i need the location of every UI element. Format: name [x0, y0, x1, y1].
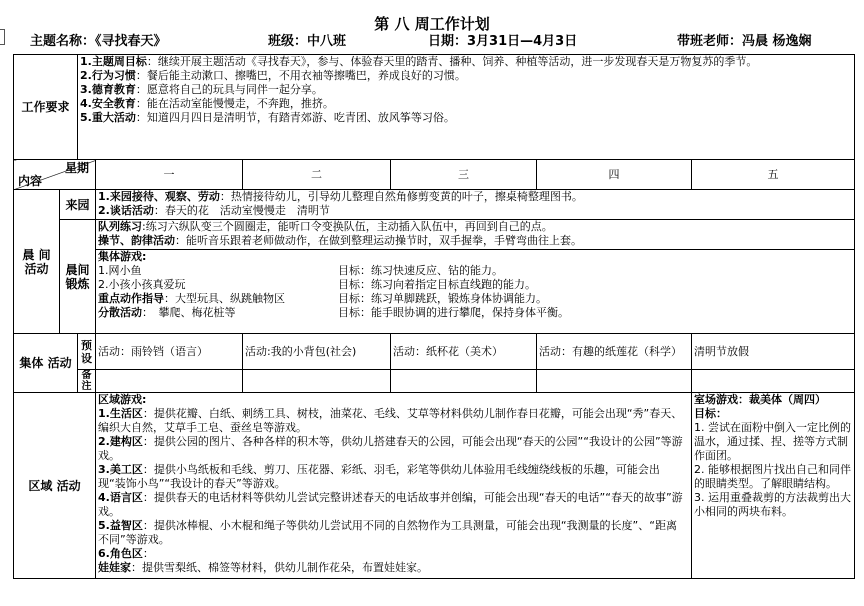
note-cell	[96, 370, 243, 393]
exercise-games	[96, 250, 855, 334]
formation-drill: 队列练习:练习六纵队变三个圆圈走，能听口令变换队伍，主动插入队伍中，再回到自己的点。	[98, 220, 553, 233]
requirements-label: 工作要求	[14, 55, 78, 160]
area-item: 4.语言区：提供春天的电话材料等供幼儿尝试完整讲述春天的电话故事并创编，可能会出现“春天的电话”“春天的故事”游戏。	[98, 491, 683, 518]
area-item: 娃娃家：提供雪梨纸、棉签等材料，供幼儿制作花朵，布置娃娃家。	[98, 561, 429, 574]
collective-activity: 活动：纸杯花（美术）	[391, 334, 537, 370]
area-item: 5.益智区：提供冰棒棍、小木棍和绳子等供幼儿尝试用不同的自然物作为工具测量，可能会出现“我测量的长度”、“距离不同”等游戏。	[98, 519, 677, 546]
morning-label: 晨 间 活动	[14, 190, 60, 334]
venue-goal-label: 目标：	[694, 407, 728, 420]
preset-label: 预设	[78, 334, 96, 370]
day-header: 三	[391, 160, 537, 190]
corner-content: 内容	[18, 174, 43, 188]
exercise-drills	[96, 220, 855, 250]
venue-goal: 2. 能够根据图片找出自己和同伴的眼睛类型。了解眼睛结构。	[694, 463, 852, 490]
note-cell	[243, 370, 391, 393]
venue-goal: 1. 尝试在面粉中倒入一定比例的温水，通过揉、捏、搓等方式制作面团。	[694, 421, 852, 462]
venue-game-cell	[692, 393, 855, 579]
collective-activity: 活动：有趣的纸莲花（科学）	[537, 334, 692, 370]
arrival-content	[96, 190, 855, 220]
group-games-title: 集体游戏:	[98, 250, 147, 263]
day-header: 二	[243, 160, 391, 190]
venue-game-title: 室场游戏：裁美体（周四）	[694, 393, 827, 406]
teachers: 带班老师：冯晨 杨逸娴	[677, 34, 812, 49]
week-corner-cell	[14, 160, 96, 190]
collective-activity: 活动:我的小背包(社会)	[243, 334, 391, 370]
day-header: 一	[96, 160, 243, 190]
note-cell	[537, 370, 692, 393]
calisthenics-drill: 操节、韵律活动：能听音乐跟着老师做动作，在做到整理运动操节时，双手握拳，手臂弯曲往上套。	[98, 234, 583, 247]
area-content	[96, 393, 692, 579]
area-item: 1.生活区：提供花瓣、白纸、刺绣工具、树枝，油菜花、毛线、艾草等材料供幼儿制作春日花瓣，可能会出现“秀”春天、编织大自然，艾草手工皂、蚕丝皂等游戏。	[98, 407, 683, 434]
area-item: 3.美工区：提供小鸟纸板和毛线、剪刀、压花器、彩纸、羽毛，彩笔等供幼儿体验用毛线缠绕线板的乐趣，可能会出现“装饰小鸟”“我设计的春天”等游戏。	[98, 463, 660, 490]
weekly-plan-table	[13, 54, 855, 579]
group-game-row: 1.网小鱼 目标：练习快速反应、钻的能力。	[98, 264, 504, 277]
arrival-item: 1.来园接待、观察、劳动：热情接待幼儿，引导幼儿整理自然角修剪变黄的叶子，擦桌椅整理图书。	[98, 190, 583, 203]
note-cell	[391, 370, 537, 393]
venue-goal: 3. 运用重叠裁剪的方法裁剪出大小相同的两块布料。	[694, 491, 852, 518]
requirement-item: 5.重大活动：知道四月四日是清明节，有踏青郊游、吃青团、放风筝等习俗。	[80, 111, 455, 124]
group-game-row: 2.小孩小孩真爱玩 目标：练习向着指定目标直线跑的能力。	[98, 278, 537, 291]
page-title: 第 八 周工作计划	[374, 15, 490, 33]
requirement-item: 3.德育教育：愿意将自己的玩具与同伴一起分享。	[80, 83, 323, 96]
area-item: 6.角色区：	[98, 547, 154, 560]
corner-weekday: 星期	[65, 161, 90, 175]
area-item: 2.建构区：提供公园的图片、各种各样的积木等，供幼儿搭建春天的公园，可能会出现“春天的公园”“我设计的公园”等游戏。	[98, 435, 683, 462]
collective-activity: 清明节放假	[692, 334, 855, 370]
area-title: 区域游戏:	[98, 393, 147, 406]
collective-activity: 活动：雨铃铛（语言）	[96, 334, 243, 370]
requirements-content	[78, 55, 855, 160]
note-cell	[692, 370, 855, 393]
dispersed-row: 分散活动： 攀爬、梅花桩等 目标：能手眼协调的进行攀爬，保持身体平衡。	[98, 306, 570, 319]
day-header: 四	[537, 160, 692, 190]
requirement-item: 4.安全教育：能在活动室能慢慢走，不奔跑，推挤。	[80, 97, 334, 110]
theme-name: 主题名称：《寻找春天》	[30, 34, 167, 49]
collective-label: 集体 活动	[14, 334, 78, 393]
requirement-item: 2.行为习惯：餐后能主动漱口、擦嘴巴，不用衣袖等擦嘴巴，养成良好的习惯。	[80, 69, 466, 82]
note-label: 备注	[78, 370, 96, 393]
area-label: 区域 活动	[14, 393, 96, 579]
arrival-label: 来园	[60, 190, 96, 220]
arrival-item: 2.谈话活动：春天的花 活动室慢慢走 清明节	[98, 204, 330, 217]
exercise-label: 晨间 锻炼	[60, 220, 96, 334]
equipment-row: 重点动作指导：大型玩具、纵跳触物区 目标：练习单脚跳跃，锻炼身体协调能力。	[98, 292, 548, 305]
date-range: 日期：3月31日—4月3日	[428, 34, 578, 49]
requirement-item: 1.主题周目标：继续开展主题活动《寻找春天》，参与、体验春天里的踏青、播种、饲养、种植等活动，进一步发现春天是万物复苏的季节。	[80, 55, 758, 68]
day-header: 五	[692, 160, 855, 190]
class-name: 班级：中八班	[268, 34, 347, 49]
